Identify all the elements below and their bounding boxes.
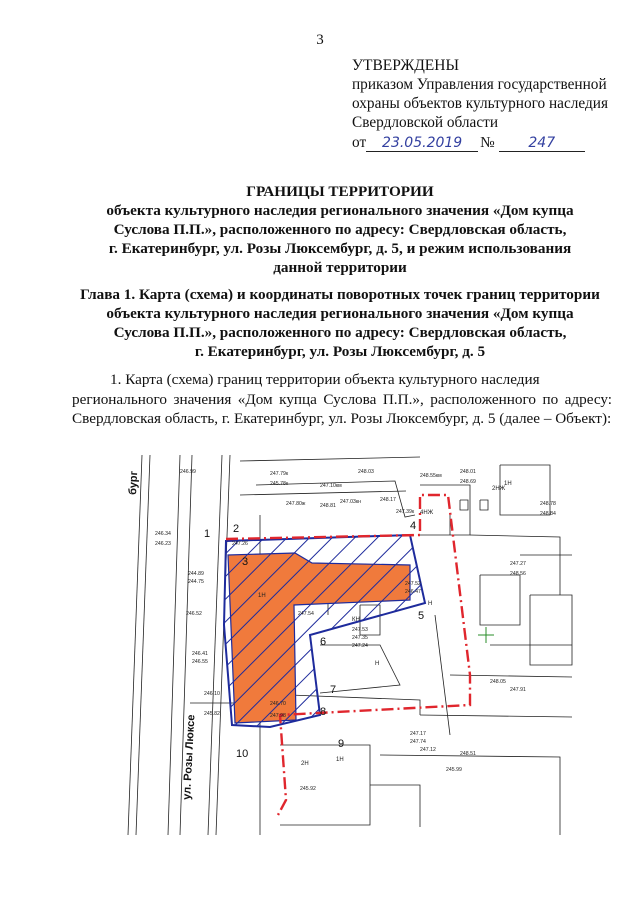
building-label: Н bbox=[428, 601, 433, 607]
elevation-mark: 248.81 bbox=[320, 503, 336, 509]
elevation-mark: 244.89 bbox=[188, 571, 204, 577]
paragraph-line: Свердловская область, г. Екатеринбург, ул. Розы Люксембург, д. 5 (далее – bbox=[72, 410, 552, 427]
elevation-mark: 248.51 bbox=[460, 751, 476, 757]
title-line: данной территории bbox=[273, 259, 407, 276]
elevation-mark: 247.52 bbox=[405, 581, 421, 587]
street-label-top: бург bbox=[127, 470, 141, 496]
elevation-mark: 246.55 bbox=[192, 659, 208, 665]
elevation-mark: 248.84 bbox=[540, 511, 556, 517]
building-label: 1Н bbox=[504, 481, 512, 487]
elevation-mark: 247.53 bbox=[352, 627, 368, 633]
street-label: ул. Розы Люксе bbox=[181, 714, 198, 801]
elevation-mark: 247.24 bbox=[352, 643, 368, 649]
paragraph-line: Объект): bbox=[555, 410, 612, 427]
approval-stamp bbox=[352, 56, 640, 152]
elevation-mark: 247.17 bbox=[410, 731, 426, 737]
chapter-line: г. Екатеринбург, ул. Розы Люксембург, д. 5 bbox=[194, 343, 486, 360]
map-base-lines bbox=[128, 455, 572, 835]
elevation-mark: 246.23 bbox=[155, 541, 171, 547]
paragraph-1 bbox=[72, 370, 612, 429]
elevation-mark: 247.39к bbox=[396, 509, 415, 515]
elevation-mark: 245.82 bbox=[204, 711, 220, 717]
building-label: 2Н bbox=[301, 761, 309, 767]
elevation-mark: 247.91 bbox=[510, 687, 526, 693]
elevation-mark: 247.10км bbox=[320, 483, 342, 489]
point-label: 7 bbox=[330, 684, 337, 696]
territory-map-svg bbox=[120, 455, 578, 835]
approval-line: охраны объектов культурного наследия bbox=[352, 95, 608, 112]
point-label: 1 bbox=[204, 528, 211, 540]
elevation-mark: 247.26 bbox=[232, 541, 248, 547]
elevation-mark: 246.41 bbox=[192, 651, 208, 657]
chapter-line: Глава 1. Карта (схема) и координаты поворотных точек границ территории bbox=[80, 286, 600, 303]
elevation-mark: 248.56 bbox=[510, 571, 526, 577]
territory-map bbox=[120, 455, 578, 835]
building-label: Н bbox=[375, 661, 380, 667]
point-label: 3 bbox=[242, 556, 249, 568]
elevation-mark: 248.69 bbox=[460, 479, 476, 485]
elevation-mark: 247.98 bbox=[270, 713, 286, 719]
elevation-mark: 247.35 bbox=[352, 635, 368, 641]
number-prefix: № bbox=[480, 134, 495, 151]
coordinate-cross bbox=[478, 627, 494, 643]
elevation-mark: 247.74 bbox=[410, 739, 426, 745]
elevation-mark: 247.80ж bbox=[286, 501, 306, 507]
point-label: 4 bbox=[410, 520, 417, 532]
elevation-mark: 248.01 bbox=[460, 469, 476, 475]
date-prefix: от bbox=[352, 134, 367, 151]
point-label: 2 bbox=[233, 523, 240, 535]
elevation-mark: 247.79к bbox=[270, 471, 289, 477]
elevation-mark: 245.78к bbox=[270, 481, 289, 487]
building-label: 1Н bbox=[336, 757, 344, 763]
elevation-mark: 248.17 bbox=[380, 497, 396, 503]
document-title bbox=[60, 182, 620, 277]
number-value: 247 bbox=[499, 135, 585, 152]
title-line: объекта культурного наследия регионального значения «Дом купца bbox=[106, 202, 574, 219]
elevation-mark: 247.12 bbox=[420, 747, 436, 753]
elevation-mark: 246.99 bbox=[180, 469, 196, 475]
elevation-mark: 246.70 bbox=[270, 701, 286, 707]
point-label: 8 bbox=[320, 706, 327, 718]
elevation-mark: 248.03 bbox=[358, 469, 374, 475]
approval-date-number bbox=[352, 133, 640, 152]
paragraph-line: регионального значения «Дом купца Суслова П.П.», расположенного по адресу: bbox=[72, 390, 612, 408]
title-line: Суслова П.П.», расположенного по адресу: Свердловская область, bbox=[113, 221, 567, 238]
point-label: 5 bbox=[418, 610, 425, 622]
elevation-mark: 247.03кн bbox=[340, 499, 362, 505]
approval-line: Свердловской области bbox=[352, 114, 499, 131]
street-labels bbox=[127, 470, 197, 800]
paragraph-line: 1. Карта (схема) границ территории объекта культурного наследия bbox=[110, 371, 540, 388]
point-label: 10 bbox=[236, 748, 249, 760]
elevation-mark: 248.55км bbox=[420, 473, 442, 479]
chapter-line: объекта культурного наследия регионального значения «Дом купца bbox=[106, 305, 574, 322]
building-label: 4НЖ bbox=[420, 510, 434, 516]
approval-line: приказом Управления государственной bbox=[352, 76, 607, 93]
point-label: 9 bbox=[338, 738, 345, 750]
elevation-mark: 246.47 bbox=[405, 589, 421, 595]
elevation-mark: 247.27 bbox=[510, 561, 526, 567]
elevation-mark: 246.34 bbox=[155, 531, 171, 537]
chapter-heading bbox=[60, 285, 620, 361]
title-line: г. Екатеринбург, ул. Розы Люксембург, д. 5, и режим использования bbox=[108, 240, 572, 257]
title-line: ГРАНИЦЫ ТЕРРИТОРИИ bbox=[246, 183, 434, 200]
elevation-mark: 247.54 bbox=[298, 611, 314, 617]
building-label: КН bbox=[352, 617, 360, 623]
elevation-mark: 245.92 bbox=[300, 786, 316, 792]
elevation-mark: 244.75 bbox=[188, 579, 204, 585]
elevation-mark: 246.52 bbox=[186, 611, 202, 617]
building-label: 2НЖ bbox=[492, 486, 506, 492]
hatched-zone-polygon bbox=[224, 535, 425, 727]
chapter-line: Суслова П.П.», расположенного по адресу: Свердловская область, bbox=[113, 324, 567, 341]
elevation-mark: 248.05 bbox=[490, 679, 506, 685]
approval-heading: УТВЕРЖДЕНЫ bbox=[352, 57, 459, 74]
building-label: 1Н bbox=[258, 593, 266, 599]
page-number: 3 bbox=[316, 32, 324, 48]
point-label: 6 bbox=[320, 636, 327, 648]
date-value: 23.05.2019 bbox=[366, 135, 478, 152]
elevation-mark: 246.10 bbox=[204, 691, 220, 697]
elevation-mark: 248.78 bbox=[540, 501, 556, 507]
elevation-mark: 245.99 bbox=[446, 767, 462, 773]
